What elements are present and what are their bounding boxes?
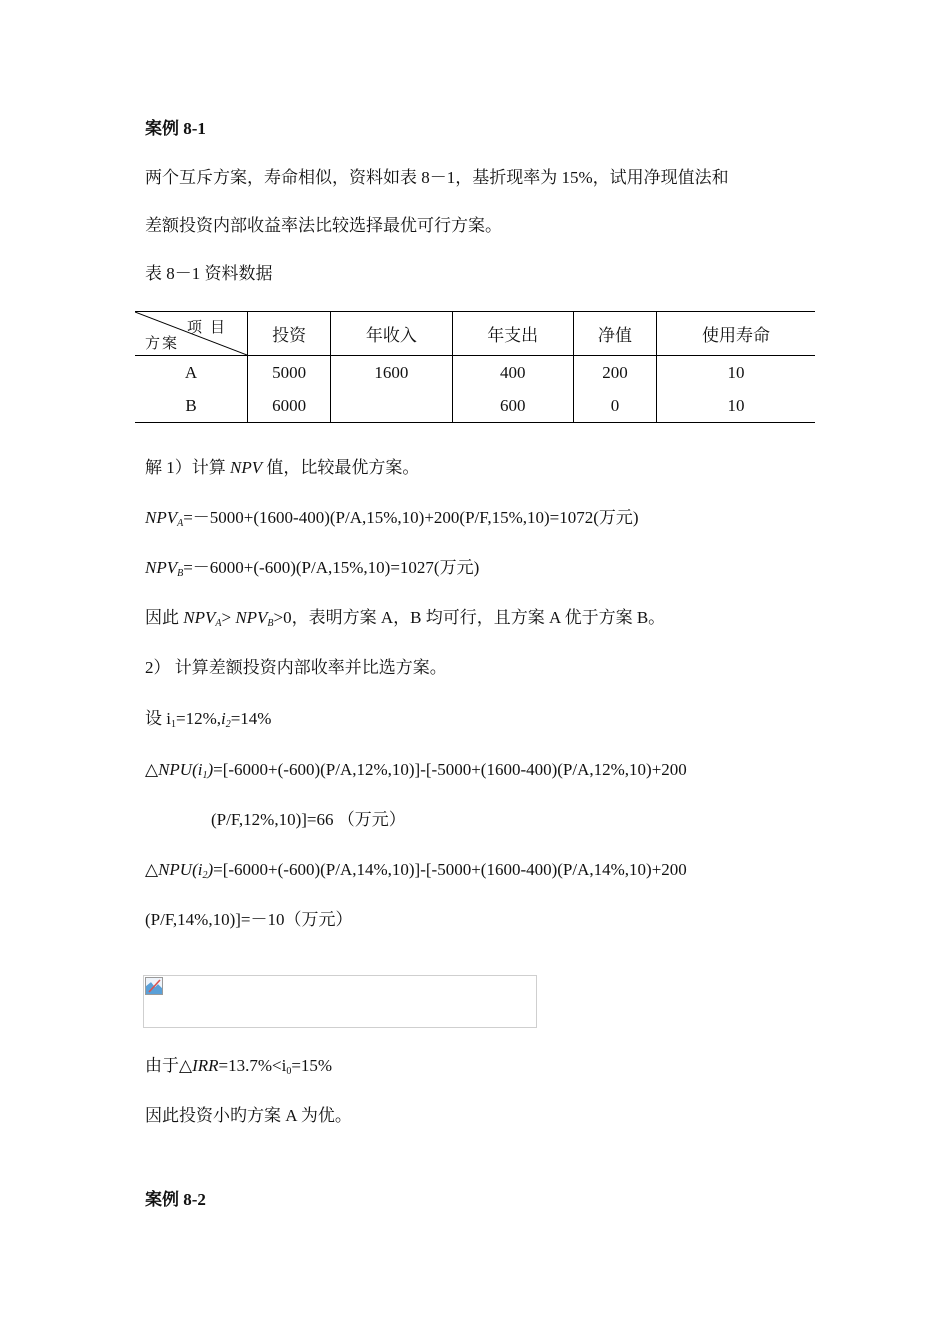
cell-service-life: 10 <box>657 389 815 423</box>
final-conclusion: 因此投资小旳方案 A 为优。 <box>145 1106 352 1125</box>
solution-step-2: 2） 计算差额投资内部收率并比选方案。 <box>145 658 447 677</box>
header-service-life: 使用寿命 <box>657 312 815 356</box>
cell-annual-income: 1600 <box>331 356 452 390</box>
rate-assumption: 设 $i_1=12\%,i_2=14\%$ <box>145 709 272 730</box>
table-row <box>135 389 815 423</box>
header-annual-income: 年收入 <box>331 312 452 356</box>
corner-label-plan: 方案 <box>145 336 180 352</box>
diagonal-header-cell <box>135 312 248 356</box>
cell-net-value: 200 <box>573 356 656 390</box>
cell-service-life: 10 <box>657 356 815 390</box>
cell-investment: 5000 <box>248 356 331 390</box>
corner-label-item: 项目 <box>186 320 233 336</box>
problem-text-line-1: 两个互斥方案，寿命相似，资料如表 8－1，基折现率为 15%，试用净现值法和 <box>145 168 729 187</box>
header-investment: 投资 <box>248 312 331 356</box>
solution-step-1: 解 1）计算 NPV 值，比较最优方案。 <box>145 458 420 477</box>
npv-a-equation: $NPV_A=-5000+(1600-400)(P/A,15\%,10)+200(P/F,15\%,10)=1072$(万元) <box>145 508 639 529</box>
header-annual-expense: 年支出 <box>452 312 573 356</box>
delta-npu-i2-equation: $\triangle NPU(i_2)=[-6000+(-600)(P/A,14\%,10)]-[-5000+(1600-400)(P/A,14\%,10)+200$ <box>145 860 687 881</box>
case-title-8-1: 案例 8-1 <box>145 119 206 138</box>
npv-conclusion: 因此 $NPV_A> NPV_B>0$，表明方案 A，B 均可行，且方案 A 优于方案 B。 <box>145 608 666 629</box>
npv-b-equation: $NPV_B=-6000+(-600)(P/A,15\%,10)=1027$(万元) <box>145 558 480 579</box>
image-placeholder <box>143 975 537 1028</box>
delta-npu-i1-continued: (P/F,12%,10)]=66 （万元） <box>211 810 406 829</box>
data-table <box>135 311 815 423</box>
cell-investment: 6000 <box>248 389 331 423</box>
cell-annual-income <box>331 389 452 423</box>
table-header-row <box>135 312 815 356</box>
cell-annual-expense: 600 <box>452 389 573 423</box>
header-net-value: 净值 <box>573 312 656 356</box>
cell-net-value: 0 <box>573 389 656 423</box>
delta-npu-i2-continued: (P/F,14%,10)]=－10（万元） <box>145 910 353 929</box>
cell-annual-expense: 400 <box>452 356 573 390</box>
table-caption: 表 8－1 资料数据 <box>145 264 273 283</box>
cell-plan: A <box>184 362 198 382</box>
delta-npu-i1-equation: $\triangle NPU(i_1)=[-6000+(-600)(P/A,12\%,10)]-[-5000+(1600-400)(P/A,12\%,10)+200$ <box>145 760 687 781</box>
cell-plan: B <box>185 395 197 415</box>
broken-image-icon <box>145 977 163 995</box>
problem-text-line-2: 差额投资内部收益率法比较选择最优可行方案。 <box>145 216 502 235</box>
case-title-8-2: 案例 8-2 <box>145 1190 206 1209</box>
table-row <box>135 356 815 390</box>
irr-statement: 由于$\triangle IRR=13.7\%<i_0=15\%$ <box>145 1056 333 1077</box>
